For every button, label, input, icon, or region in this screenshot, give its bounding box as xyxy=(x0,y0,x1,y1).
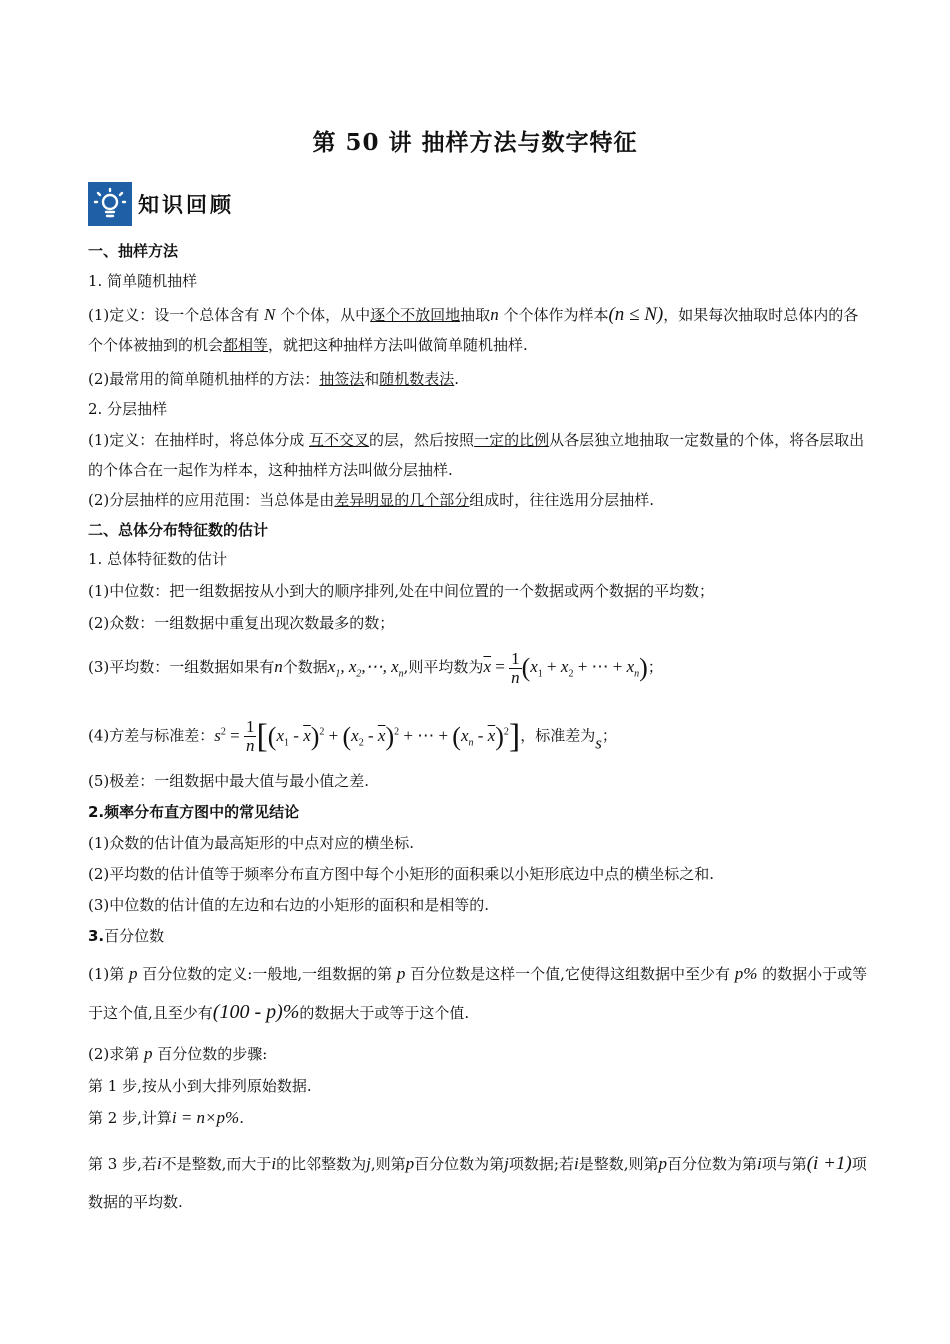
subheading-stratified: 2. 分层抽样 xyxy=(88,400,168,418)
item-median: (1)中位数：把一组数据按从小到大的顺序排列,处在中间位置的一个数据或两个数据的平均数； xyxy=(88,582,715,600)
histogram-conclusion-1: (1)众数的估计值为最高矩形的中点对应的横坐标. xyxy=(88,834,415,852)
variance-formula: $s^2$ = $\frac{1}{n}$ [$(x_1 - \overline{x})^2 + (x_2 - \overline{x})^2$ + ⋯ + $(x_n - \overline{x})^2$] xyxy=(214,717,521,756)
knowledge-review-banner xyxy=(88,182,234,226)
item-mean: (3)平均数：一组数据如果有n个数据$x_1$, $x_2,\cdots$, $x_n$,则平均数为$\overline{x}$ = $\frac{1}{n}$ ($x_1 + x_2$ + ⋯ + $x_n$)； xyxy=(88,648,663,687)
mean-formula: $\overline{x}$ = $\frac{1}{n}$ ($x_1 + x_2$ + ⋯ + $x_n$) xyxy=(483,648,648,687)
subheading-population-features: 1. 总体特征数的估计 xyxy=(88,550,228,568)
paragraph-stratified-definition: (1)定义：在抽样时，将总体分成 互不交叉的层，然后按照一定的比例从各层独立地抽取一定数量的个体，将各层取出的个体合在一起作为样本，这种抽样方法叫做分层抽样. xyxy=(88,431,865,479)
histogram-conclusion-3: (3)中位数的估计值的左边和右边的小矩形的面积和是相等的. xyxy=(88,896,490,914)
step-1: 第 1 步,按从小到大排列原始数据. xyxy=(88,1077,312,1095)
paragraph-percentile-definition: (1)第 p 百分位数的定义:一般地,一组数据的第 p 百分位数是这样一个值,它使得这组数据中至少有 p% 的数据小于或等于这个值,且至少有(100 - p)%的数据大于或等于这个值. xyxy=(88,964,868,1023)
banner-label: 知识回顾 xyxy=(138,193,234,217)
lightbulb-icon xyxy=(88,182,132,226)
page-title: 第 50 讲 抽样方法与数字特征 xyxy=(312,129,638,156)
item-range: (5)极差：一组数据中最大值与最小值之差. xyxy=(88,772,370,790)
paragraph-simple-random-definition: (1)定义：设一个总体含有 N 个个体，从中逐个不放回地抽取n 个个体作为样本(n ≤ N)，如果每次抽取时总体内的各个个体被抽到的机会都相等，就把这种抽样方法叫做简单随机抽样. xyxy=(88,304,859,354)
subheading-percentile: 3.百分位数 xyxy=(88,927,165,945)
section-heading-sampling: 一、抽样方法 xyxy=(88,242,179,260)
item-mode: (2)众数：一组数据中重复出现次数最多的数； xyxy=(88,614,395,632)
paragraph-percentile-steps: (2)求第 p 百分位数的步骤: xyxy=(88,1044,268,1063)
section-heading-estimation: 二、总体分布特征数的估计 xyxy=(88,521,269,539)
data-list-formula: $x_1$, $x_2,\cdots$, $x_n$ xyxy=(327,657,404,680)
step-2: 第 2 步,计算i = n×p%. xyxy=(88,1108,244,1127)
histogram-conclusion-2: (2)平均数的估计值等于频率分布直方图中每个小矩形的面积乘以小矩形底边中点的横坐标之和. xyxy=(88,865,715,883)
paragraph-stratified-scope: (2)分层抽样的应用范围：当总体是由差异明显的几个部分组成时，往往选用分层抽样. xyxy=(88,491,655,509)
paragraph-simple-random-methods: (2)最常用的简单随机抽样的方法：抽签法和随机数表法. xyxy=(88,370,460,388)
subheading-simple-random: 1. 简单随机抽样 xyxy=(88,272,198,290)
subheading-histogram: 2.频率分布直方图中的常见结论 xyxy=(88,803,300,821)
step-3: 第 3 步,若i不是整数,而大于i的比邻整数为j,则第p百分位数为第j项数据;若i是整数,则第p百分位数为第i项与第(i +1)项数据的平均数. xyxy=(88,1153,867,1211)
item-variance: (4)方差与标准差：$s^2$ = $\frac{1}{n}$ [$(x_1 - \overline{x})^2 + (x_2 - \overline{x})^2$ + ⋯ + $(x_n - \overline{x})^2$]，标准差为s； xyxy=(88,717,617,756)
